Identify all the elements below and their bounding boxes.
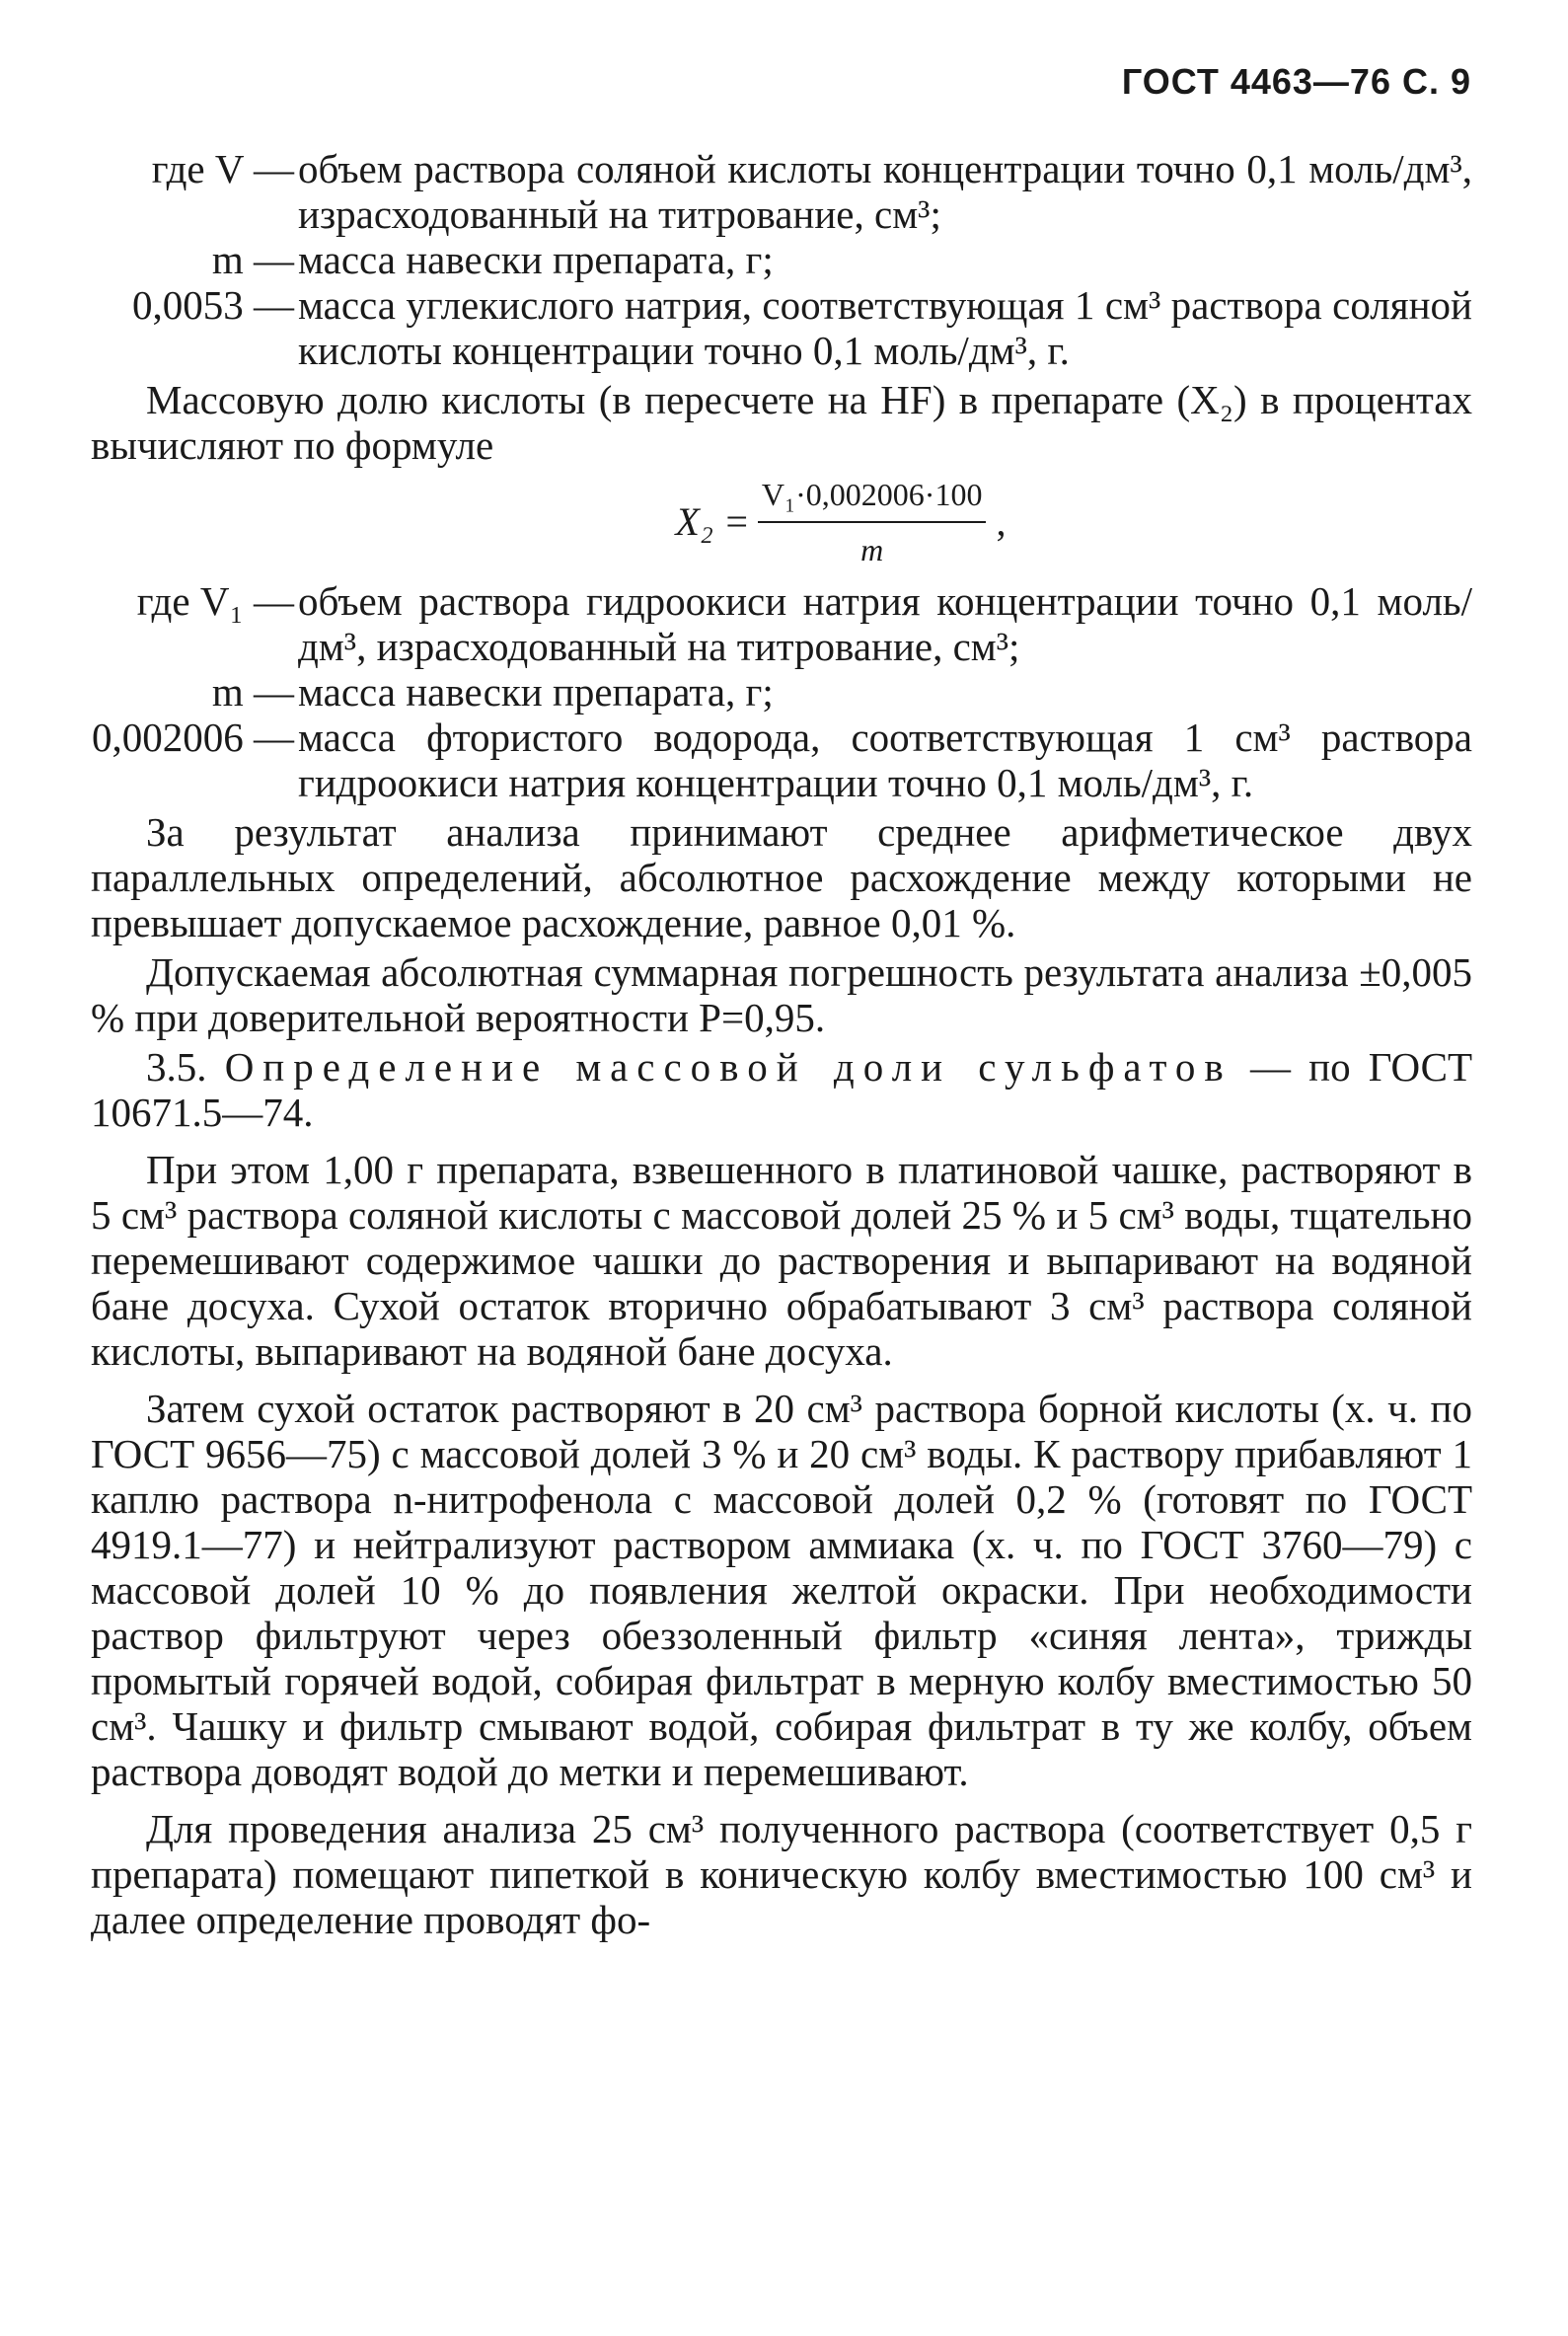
section-title: Определение массовой доли сульфатов bbox=[224, 1044, 1232, 1090]
section-number: 3.5. bbox=[146, 1044, 207, 1090]
paragraph: Массовую долю кислоты (в пересчете на HF) в препарате (X₂) в процентах вычисляют по формуле bbox=[91, 377, 1472, 468]
paragraph: Для проведения анализа 25 см³ полученного раствора (соответствует 0,5 г препарата) помещают пипеткой в коническую колбу вместимостью 100 см³ и далее определение проводят фо- bbox=[91, 1806, 1472, 1942]
formula-denominator: m bbox=[860, 532, 884, 567]
paragraph: За результат анализа принимают среднее арифметическое двух параллельных определений, абсолютное расхождение между которыми не превышает допускаемое расхождение, равное 0,01 %. bbox=[91, 809, 1472, 945]
definition-label: m — bbox=[211, 669, 294, 715]
formula bbox=[209, 472, 1472, 572]
definition-text: масса навески препарата, г; bbox=[298, 237, 774, 282]
paragraph: При этом 1,00 г препарата, взвешенного в платиновой чашке, растворяют в 5 см³ раствора соляной кислоты с массовой долей 25 % и 5 см³ воды, тщательно перемешивают содержимое чашки до растворения и выпаривают на водяной бане досуха. Сухой остаток вторично обрабатывают 3 см³ раствора соляной кислоты, выпаривают на водяной бане досуха. bbox=[91, 1147, 1472, 1374]
section-heading bbox=[91, 1044, 1472, 1135]
definition-text: масса углекислого натрия, соответствующая 1 см³ раствора соляной кислоты концентрации точно 0,1 моль/дм³, г. bbox=[298, 282, 1472, 373]
section-rest: — по ГОСТ 10671.5—74. bbox=[91, 1044, 1472, 1135]
page-body bbox=[91, 146, 1472, 1942]
running-head: ГОСТ 4463—76 С. 9 bbox=[1121, 61, 1471, 102]
definition-label: 0,002006 — bbox=[92, 715, 294, 760]
definition-label: 0,0053 — bbox=[132, 282, 294, 328]
definitions-block-2 bbox=[91, 578, 1472, 805]
definition-label: где V₁ — bbox=[136, 578, 294, 624]
definition-text: объем раствора соляной кислоты концентрации точно 0,1 моль/дм³, израсходованный на титрование, см³; bbox=[298, 146, 1472, 237]
definitions-block-1 bbox=[91, 146, 1472, 373]
formula-fraction bbox=[758, 472, 987, 572]
definition-text: масса навески препарата, г; bbox=[298, 669, 774, 715]
definition-label: m — bbox=[211, 237, 294, 282]
formula-numerator: V₁·0,002006·100 bbox=[758, 472, 987, 523]
paragraph: Допускаемая абсолютная суммарная погрешность результата анализа ±0,005 % при доверительной вероятности P=0,95. bbox=[91, 949, 1472, 1040]
definition-label: где V — bbox=[151, 146, 294, 191]
definition-text: масса фтористого водорода, соответствующая 1 см³ раствора гидроокиси натрия концентрации точно 0,1 моль/дм³, г. bbox=[298, 715, 1472, 805]
paragraph: Затем сухой остаток растворяют в 20 см³ раствора борной кислоты (х. ч. по ГОСТ 9656—75) с массовой долей 3 % и 20 см³ воды. К раствору прибавляют 1 каплю раствора n-нитрофенола с массовой долей 0,2 % (готовят по ГОСТ 4919.1—77) и нейтрализуют раствором аммиака (х. ч. по ГОСТ 3760—79) с массовой долей 10 % до появления желтой окраски. При необходимости раствор фильтруют через обеззоленный фильтр «синяя лента», трижды промытый горячей водой, собирая фильтрат в мерную колбу вместимостью 50 см³. Чашку и фильтр смывают водой, собирая фильтрат в ту же колбу, объем раствора доводят водой до метки и перемешивают. bbox=[91, 1386, 1472, 1794]
formula-tail: , bbox=[996, 499, 1007, 544]
definition-text: объем раствора гидроокиси натрия концентрации точно 0,1 моль/дм³, израсходованный на титрование, см³; bbox=[298, 578, 1472, 669]
formula-lhs: X₂ = bbox=[675, 499, 750, 544]
